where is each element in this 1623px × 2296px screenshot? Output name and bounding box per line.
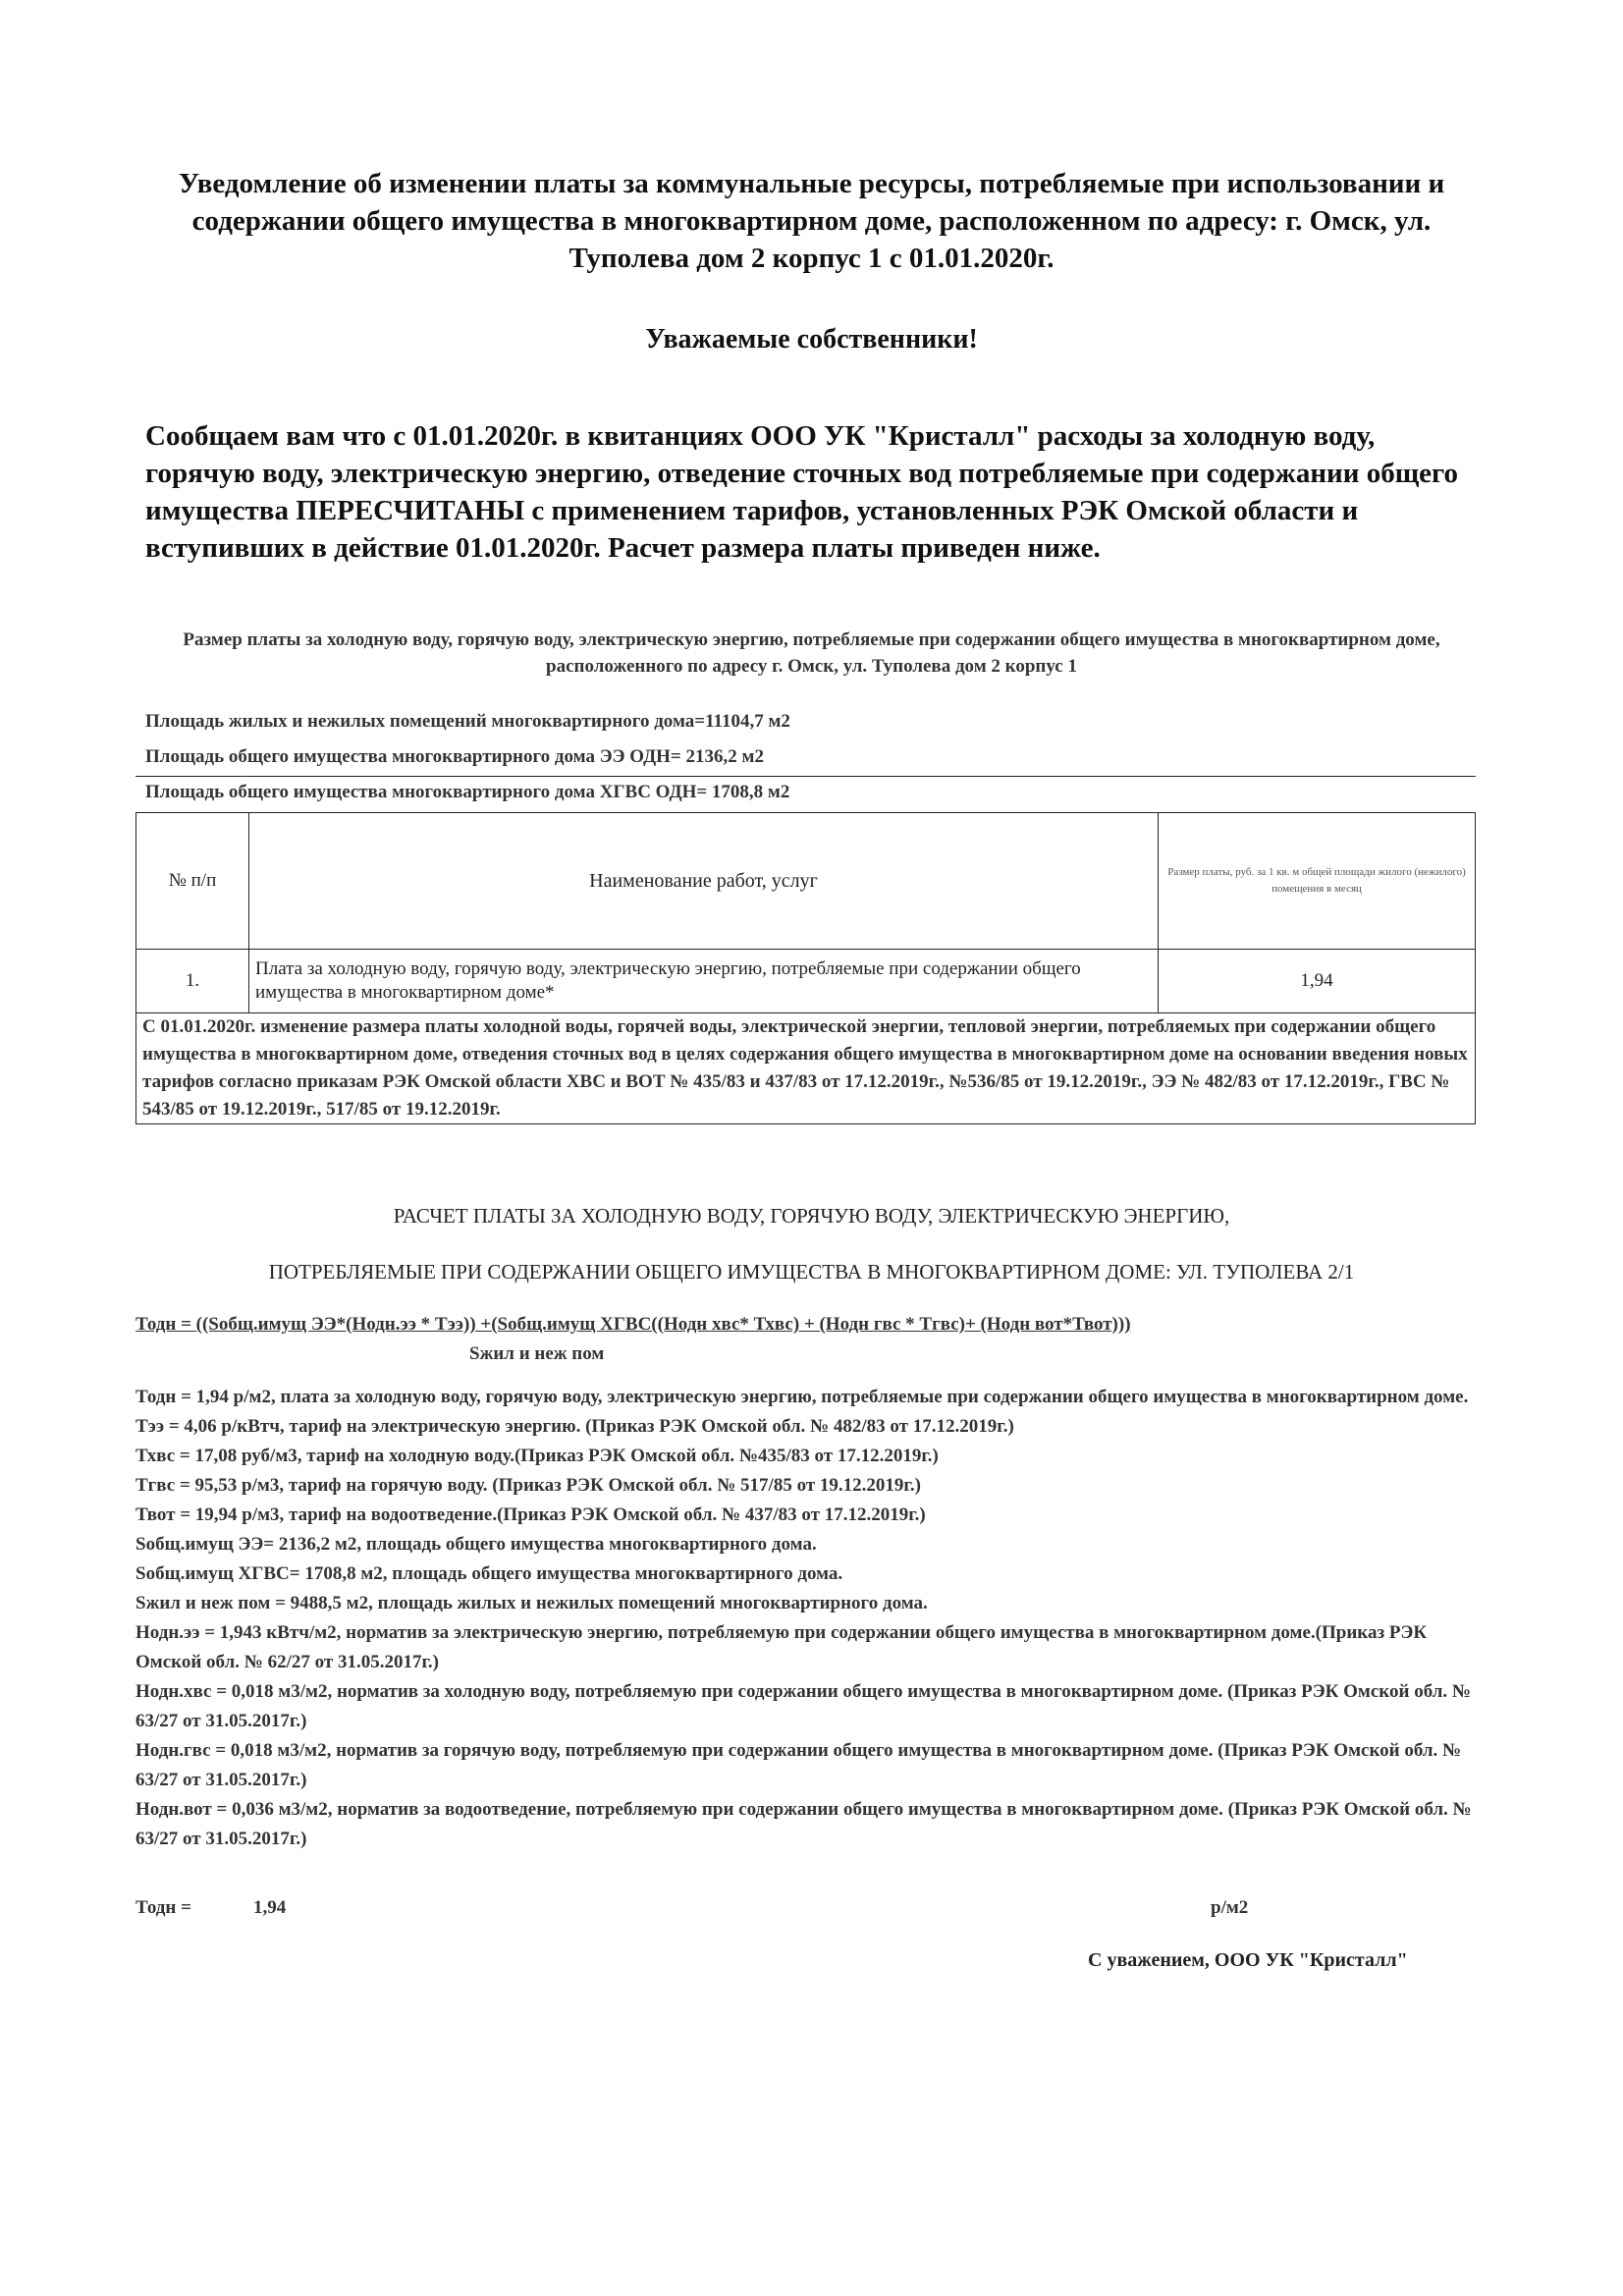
area-common-hgvs: Площадь общего имущества многоквартирного дома ХГВС ОДН= 1708,8 м2 [145,782,790,802]
formula-numerator: Тодн = ((Sобщ.имущ ЭЭ*(Нодн.ээ * Тээ)) +(Sобщ.имущ ХГВС((Нодн хвс* Тхвс) + (Нодн гвс * Тгвс)+ (Нодн вот*Твот))) [135,1314,1131,1335]
area-common-ee: Площадь общего имущества многоквартирного дома ЭЭ ОДН= 2136,2 м2 [145,746,764,767]
row-name: Плата за холодную воду, горячую воду, электрическую энергию, потребляемые при содержании общего имущества в многоквартирном доме* [249,950,1159,1013]
result-unit: р/м2 [1211,1897,1249,1918]
notice-title: Уведомление об изменении платы за коммунальные ресурсы, потребляемые при использовании и содержании общего имущества в многоквартирном доме, расположенном по адресу: г. Омск, ул. Туполева дом 2 корпус 1 с 01.01.2020г. [178,168,1445,274]
table-note-row [136,1013,1476,1124]
calc-title-line2: ПОТРЕБЛЯЕМЫЕ ПРИ СОДЕРЖАНИИ ОБЩЕГО ИМУЩЕСТВА В МНОГОКВАРТИРНОМ ДОМЕ: УЛ. ТУПОЛЕВА 2/1 [268,1260,1355,1284]
header-price: Размер платы, руб. за 1 кв. м общей площади жилого (нежилого) помещения в месяц [1159,813,1476,950]
greeting: Уважаемые собственники! [645,324,978,355]
table-note: С 01.01.2020г. изменение размера платы холодной воды, горячей воды, электрической энергии, тепловой энергии, потребляемых при содержании общего имущества в многоквартирном доме, отведения сточных вод в целях содержания общего имущества в многоквартирном доме на основании введения новых тарифов согласно приказам РЭК Омской области ХВС и ВОТ № 435/83 и 437/83 от 17.12.2019г., №536/85 от 19.12.2019г., ЭЭ № 482/83 от 17.12.2019г., ГВС № 543/85 от 19.12.2019г., 517/85 от 19.12.2019г. [136,1013,1476,1124]
result-value: 1,94 [253,1897,287,1918]
header-name: Наименование работ, услуг [249,813,1159,950]
tariff-table [135,812,1476,1124]
definition-item: Тхвс = 17,08 руб/м3, тариф на холодную воду.(Приказ РЭК Омской обл. №435/83 от 17.12.2019г.) [135,1446,939,1466]
header-num: № п/п [136,813,249,950]
row-num: 1. [136,950,249,1013]
definition-item: Нодн.хвс = 0,018 м3/м2, норматив за холодную воду, потребляемую при содержании общего имущества в многоквартирном доме. (Приказ РЭК Омской обл. № 63/27 от 31.05.2017г.) [135,1681,1471,1731]
result-label: Тодн = [135,1897,191,1918]
definition-item: Sобщ.имущ ХГВС= 1708,8 м2, площадь общего имущества многоквартирного дома. [135,1563,843,1584]
definition-item: Тээ = 4,06 р/кВтч, тариф на электрическую энергию. (Приказ РЭК Омской обл. № 482/83 от 17.12.2019г.) [135,1416,1014,1437]
definition-item: Нодн.ээ = 1,943 кВтч/м2, норматив за электрическую энергию, потребляемую при содержании общего имущества в многоквартирном доме.(Приказ РЭК Омской обл. № 62/27 от 31.05.2017г.) [135,1622,1428,1672]
definition-item: Тгвс = 95,53 р/м3, тариф на горячую воду. (Приказ РЭК Омской обл. № 517/85 от 19.12.2019г.) [135,1475,921,1496]
row-price: 1,94 [1159,950,1476,1013]
summary-subtitle: Размер платы за холодную воду, горячую воду, электрическую энергию, потребляемые при содержании общего имущества в многоквартирном доме, расположенного по адресу г. Омск, ул. Туполева дом 2 корпус 1 [183,629,1440,677]
divider [135,776,1476,777]
formula-denominator: Sжил и неж пом [469,1343,605,1364]
area-residential: Площадь жилых и нежилых помещений многоквартирного дома=11104,7 м2 [145,711,790,732]
table-header-row [136,813,1476,950]
definition-item: Нодн.вот = 0,036 м3/м2, норматив за водоотведение, потребляемую при содержании общего имущества в многоквартирном доме. (Приказ РЭК Омской обл. № 63/27 от 31.05.2017г.) [135,1799,1472,1849]
signature: С уважением, ООО УК "Кристалл" [1088,1949,1408,1971]
table-row [136,950,1476,1013]
definitions-list [135,1383,1476,1854]
definition-item: Sжил и неж пом = 9488,5 м2, площадь жилых и нежилых помещений многоквартирного дома. [135,1593,928,1613]
definition-item: Sобщ.имущ ЭЭ= 2136,2 м2, площадь общего имущества многоквартирного дома. [135,1534,817,1555]
calc-title-line1: РАСЧЕТ ПЛАТЫ ЗА ХОЛОДНУЮ ВОДУ, ГОРЯЧУЮ ВОДУ, ЭЛЕКТРИЧЕСКУЮ ЭНЕРГИЮ, [393,1204,1230,1228]
definition-item: Тодн = 1,94 р/м2, плата за холодную воду, горячую воду, электрическую энергию, потребляемые при содержании общего имущества в многоквартирном доме. [135,1387,1469,1407]
definition-item: Твот = 19,94 р/м3, тариф на водоотведение.(Приказ РЭК Омской обл. № 437/83 от 17.12.2019г.) [135,1504,926,1525]
intro-paragraph: Сообщаем вам что с 01.01.2020г. в квитанциях ООО УК "Кристалл" расходы за холодную воду, горячую воду, электрическую энергию, отведение сточных вод потребляемые при содержании общего имущества ПЕРЕСЧИТАНЫ с применением тарифов, установленных РЭК Омской области и вступивших в действие 01.01.2020г. Расчет размера платы приведен ниже. [145,420,1459,564]
definition-item: Нодн.гвс = 0,018 м3/м2, норматив за горячую воду, потребляемую при содержании общего имущества в многоквартирном доме. (Приказ РЭК Омской обл. № 63/27 от 31.05.2017г.) [135,1740,1462,1790]
